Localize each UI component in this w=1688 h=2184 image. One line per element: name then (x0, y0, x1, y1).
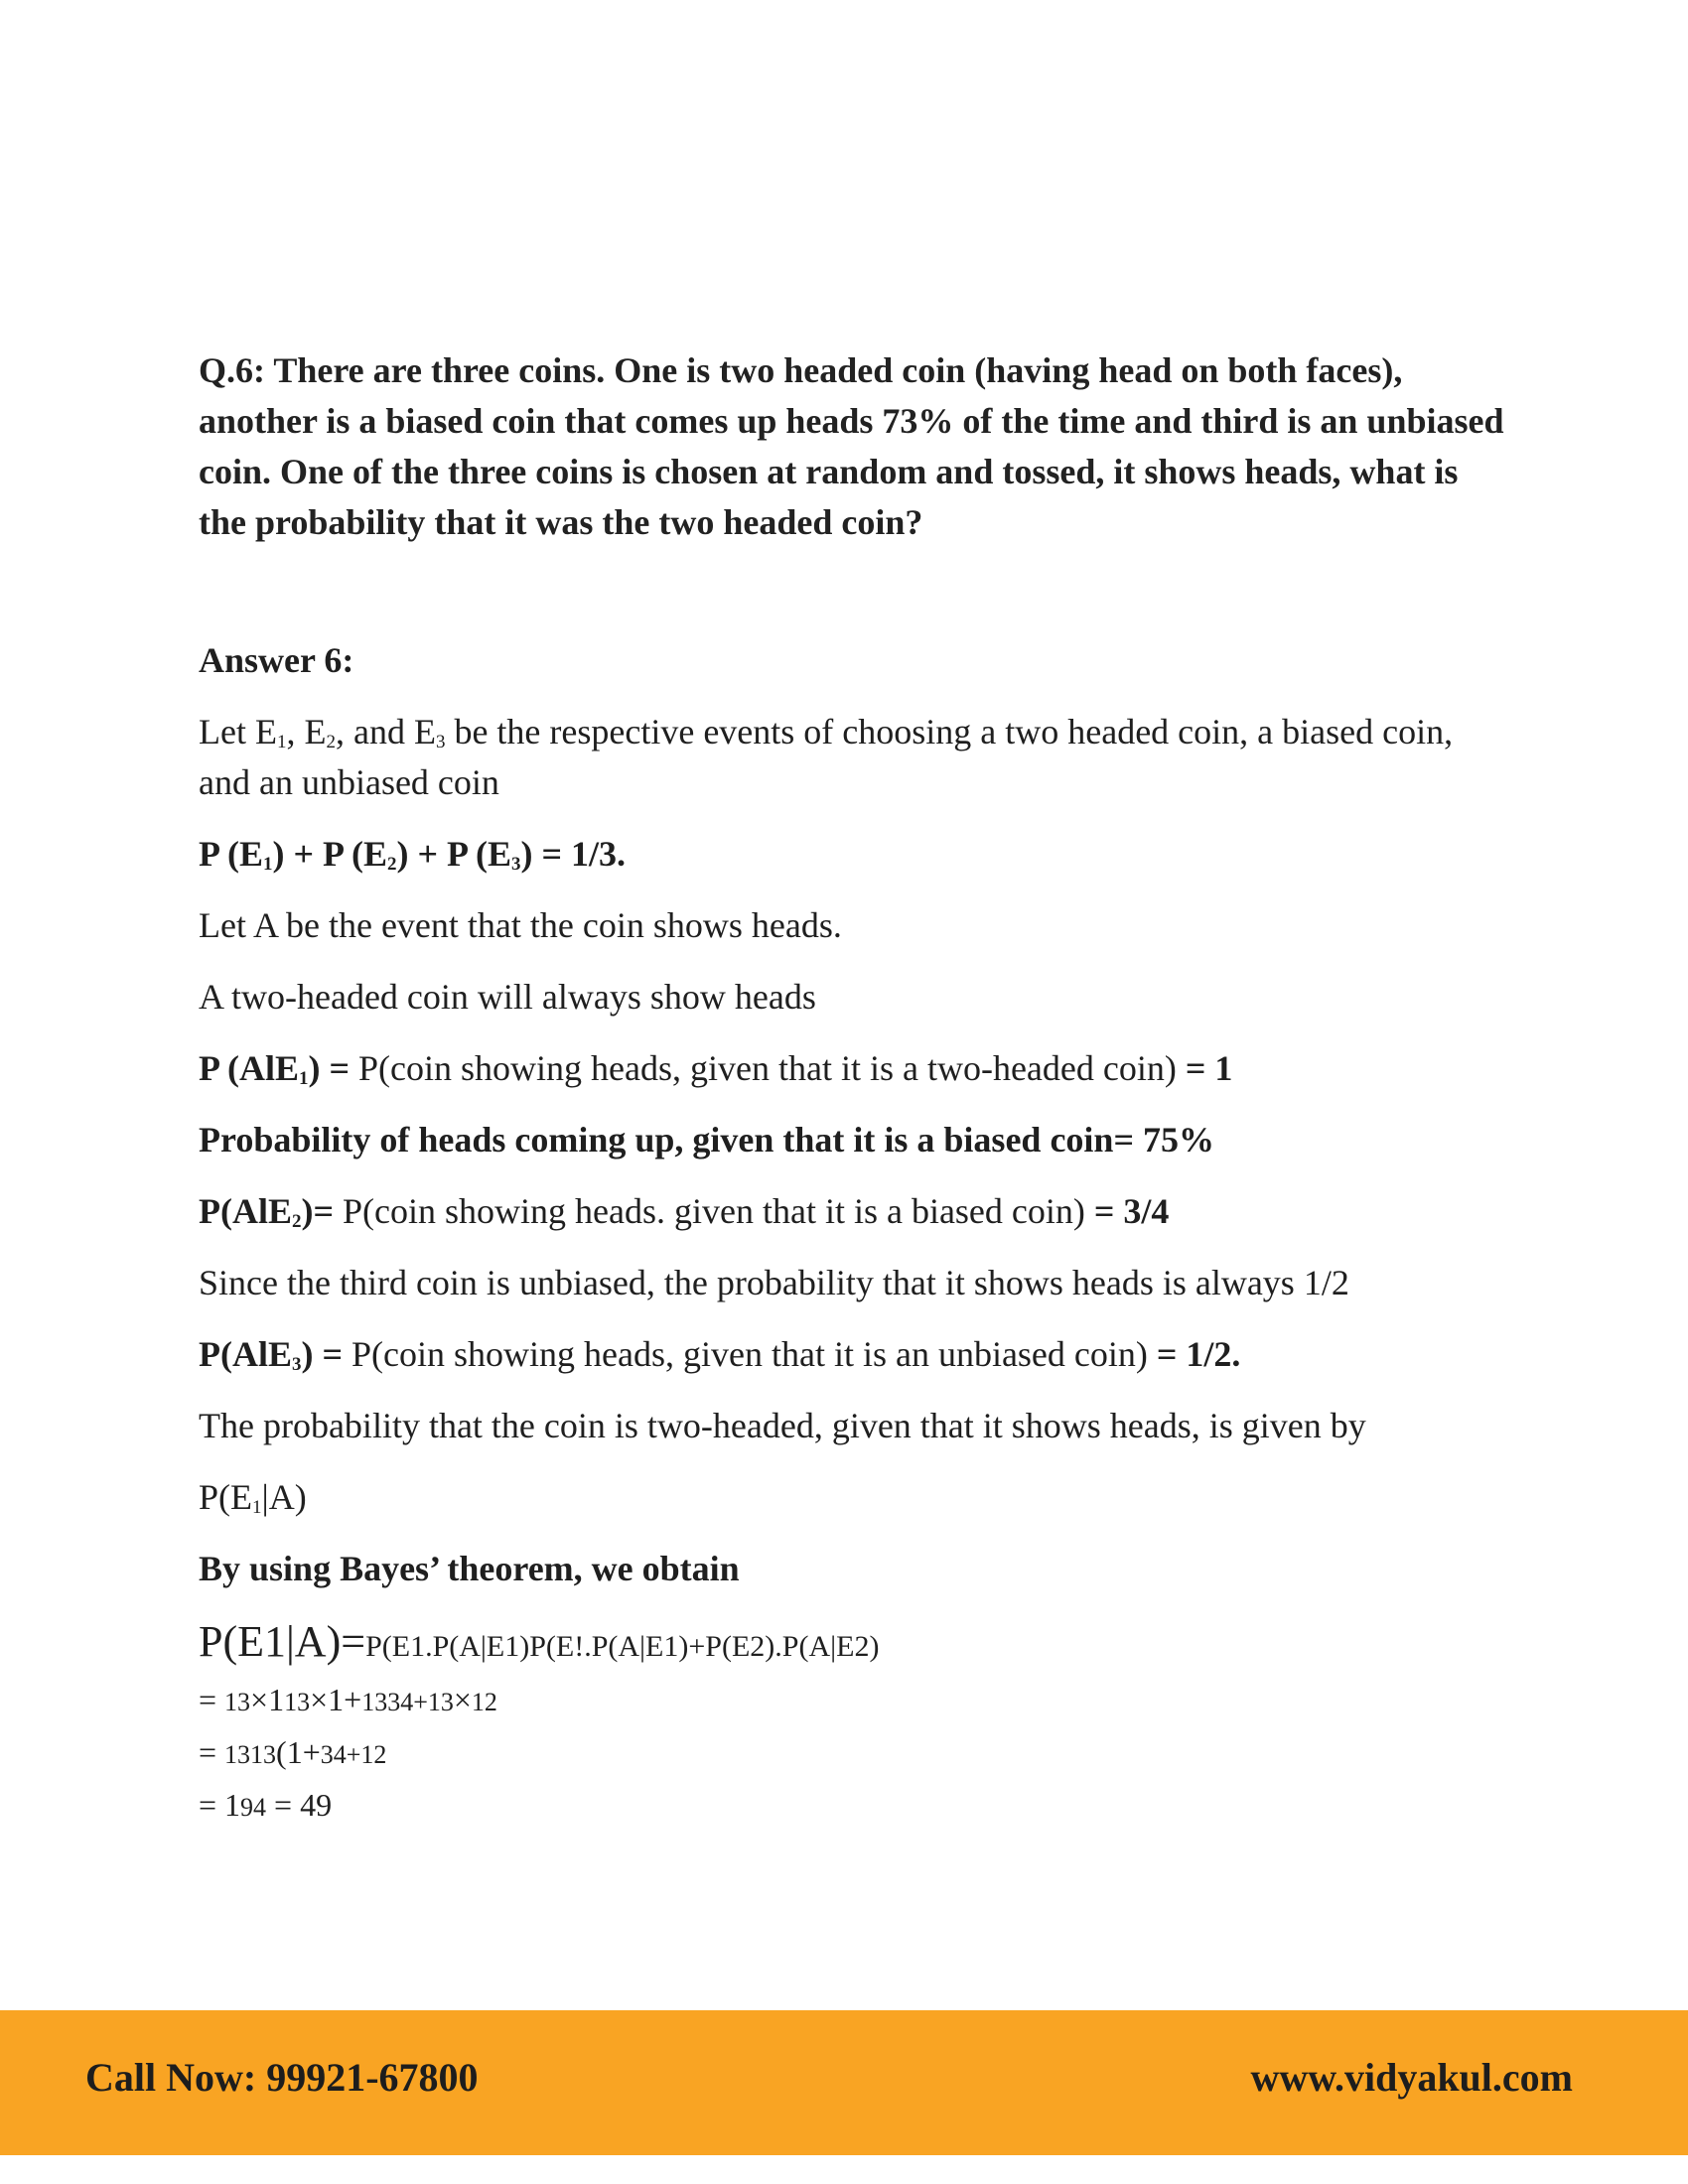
question-text: Q.6: There are three coins. One is two headed coin (having head on both faces), another is a biased coin that comes up heads 73% of the time and third is an unbiased coin. One of the three coins is chosen at random and tossed, it shows heads, what is the probability that it was the two headed coin? (199, 350, 1504, 542)
prob-sum-equation: P $(E_1) + P$ $(E_2) + P$ $(E_3) = 1/3$. (199, 834, 627, 875)
p-e1-given-a: $P(E_1|A)$ (199, 1477, 307, 1518)
given-by-text: The probability that the coin is two-headed, given that it shows heads, is given by (199, 1406, 1366, 1445)
unbiased-note: Since the third coin is unbiased, the probability that it shows heads is always 1/2 (199, 1263, 1349, 1302)
let-events-text: Let $E_1$, $E_2$, and $E_3$ be the respective events of choosing a two headed coin, a biased coin, and an unbiased coin (199, 712, 1454, 802)
calc-line-2: = 1313(1+34+12 (199, 1734, 387, 1770)
event-a-text: Let A be the event that the coin shows heads. (199, 905, 842, 945)
p-a-given-e2: P(AlE$_2$)= P(coin showing heads. given that it is a biased coin) = 3/4 (199, 1191, 1170, 1232)
bayes-heading: By using Bayes’ theorem, we obtain (199, 1549, 740, 1588)
calc-line-3: = 194 = 49 (199, 1787, 333, 1823)
bayes-formula: P(E1|A)=P(E1.P(A|E1)P(E!.P(A|E1)+P(E2).P(A|E2) (199, 1617, 880, 1666)
document-body (199, 345, 1509, 1833)
biased-note: Probability of heads coming up, given that it is a biased coin= 75% (199, 1120, 1214, 1160)
p-a-given-e3: P(AlE$_3$) = P(coin showing heads, given that it is an unbiased coin) = 1/2. (199, 1334, 1241, 1375)
footer-banner (0, 2010, 1688, 2155)
p-a-given-e1: P (AlE$_1$) = P(coin showing heads, given that it is a two-headed coin) = 1 (199, 1048, 1233, 1089)
website-link[interactable]: www.vidyakul.com (1250, 2055, 1573, 2100)
calc-line-1: = 13×113×1+1334+13×12 (199, 1682, 497, 1717)
call-now-text: Call Now: 99921-67800 (85, 2055, 479, 2100)
two-headed-note: A two-headed coin will always show heads (199, 977, 816, 1017)
answer-heading: Answer 6: (199, 640, 354, 680)
